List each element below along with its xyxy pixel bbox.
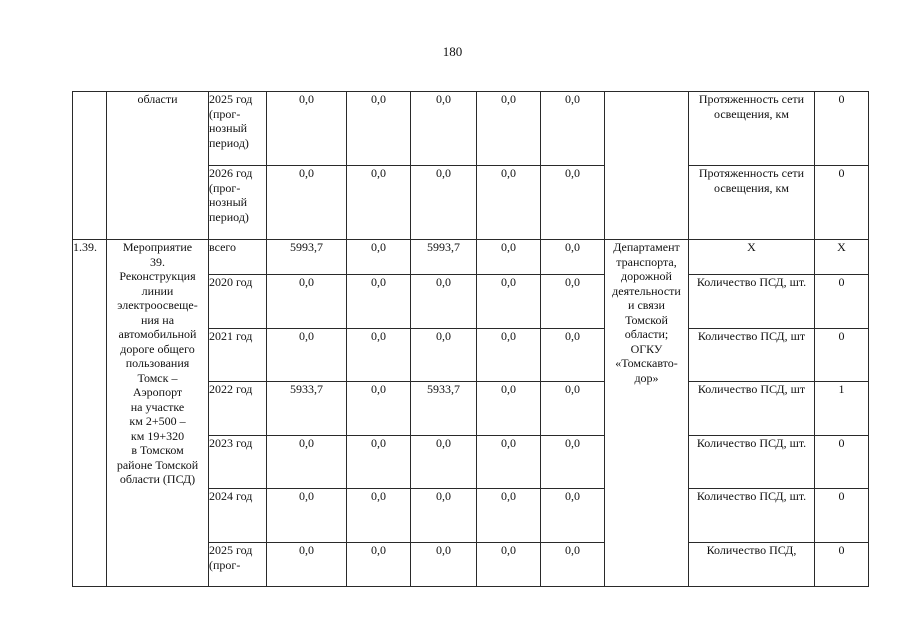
indicator-cell: Протяженность сети освещения, км [689,166,815,240]
value-cell: 0,0 [347,166,411,240]
period-cell: 2025 год (прог- нозный период) [209,92,267,166]
value-cell: 0,0 [347,329,411,382]
period-cell: всего [209,240,267,275]
value-cell: 0,0 [347,489,411,543]
responsible-cell: Департамент транспорта, дорожной деятельности и связи Томской области; ОГКУ «Томскавто- дор» [605,240,689,587]
period-cell: 2023 год [209,436,267,489]
value-cell: 0,0 [541,240,605,275]
measure-name-cell: Мероприятие 39. Реконструкция линии электроосвеще- ния на автомобильной дороге общего пользования Томск – Аэропорт на участке км 2+500 – км 19+320 в Томском районе Томской области (ПСД) [107,240,209,587]
period-cell: 2020 год [209,275,267,329]
value-cell: 0,0 [477,489,541,543]
value-cell: 0,0 [267,489,347,543]
value-cell: 0,0 [477,275,541,329]
value-cell: 0,0 [411,275,477,329]
value-cell: 0,0 [267,543,347,587]
blank-number-cell [73,92,107,240]
period-cell: 2024 год [209,489,267,543]
indicator-cell: Количество ПСД, шт. [689,436,815,489]
value-cell: 0,0 [477,240,541,275]
indicator-cell: Протяженность сети освещения, км [689,92,815,166]
table-row [73,240,869,275]
value-cell: 0,0 [411,166,477,240]
table-row [73,92,869,166]
value-cell: 0,0 [411,329,477,382]
value-cell: 0,0 [541,543,605,587]
value-cell: 0,0 [477,436,541,489]
period-cell: 2026 год (прог- нозный период) [209,166,267,240]
value-cell: 0,0 [347,543,411,587]
value-cell: 0,0 [347,382,411,436]
value-cell: 0,0 [267,436,347,489]
value-cell: 5933,7 [411,382,477,436]
value-cell: 0,0 [347,436,411,489]
value-cell: 0,0 [411,92,477,166]
target-cell: 1 [815,382,869,436]
value-cell: 0,0 [541,382,605,436]
target-cell: 0 [815,166,869,240]
target-cell: 0 [815,275,869,329]
indicator-cell: Количество ПСД, шт. [689,275,815,329]
indicator-cell: Количество ПСД, шт. [689,489,815,543]
value-cell: 0,0 [267,275,347,329]
target-cell: 0 [815,436,869,489]
blank-responsible-cell [605,92,689,240]
measure-number-cell: 1.39. [73,240,107,587]
value-cell: 5993,7 [411,240,477,275]
value-cell: 0,0 [347,240,411,275]
value-cell: 0,0 [541,489,605,543]
target-cell: 0 [815,543,869,587]
value-cell: 0,0 [477,329,541,382]
value-cell: 0,0 [477,543,541,587]
indicator-cell: Количество ПСД, шт [689,329,815,382]
value-cell: 0,0 [541,275,605,329]
page-number: 180 [442,44,463,59]
value-cell: 5993,7 [267,240,347,275]
value-cell: 0,0 [411,436,477,489]
value-cell: 0,0 [411,543,477,587]
target-cell: 0 [815,92,869,166]
value-cell: 0,0 [477,166,541,240]
value-cell: 0,0 [347,275,411,329]
value-cell: 0,0 [347,92,411,166]
value-cell: 0,0 [541,166,605,240]
program-table [72,91,869,587]
item-name-cell: области [107,92,209,240]
value-cell: 0,0 [541,436,605,489]
value-cell: 0,0 [267,92,347,166]
target-cell: 0 [815,489,869,543]
value-cell: 0,0 [541,329,605,382]
value-cell: 0,0 [541,92,605,166]
value-cell: 0,0 [477,92,541,166]
table-body [73,92,869,587]
indicator-cell: Х [689,240,815,275]
target-cell: 0 [815,329,869,382]
period-cell: 2025 год (прог- [209,543,267,587]
period-cell: 2021 год [209,329,267,382]
value-cell: 0,0 [411,489,477,543]
value-cell: 0,0 [267,329,347,382]
indicator-cell: Количество ПСД, шт [689,382,815,436]
value-cell: 0,0 [267,166,347,240]
value-cell: 0,0 [477,382,541,436]
period-cell: 2022 год [209,382,267,436]
indicator-cell: Количество ПСД, [689,543,815,587]
target-cell: Х [815,240,869,275]
value-cell: 5933,7 [267,382,347,436]
